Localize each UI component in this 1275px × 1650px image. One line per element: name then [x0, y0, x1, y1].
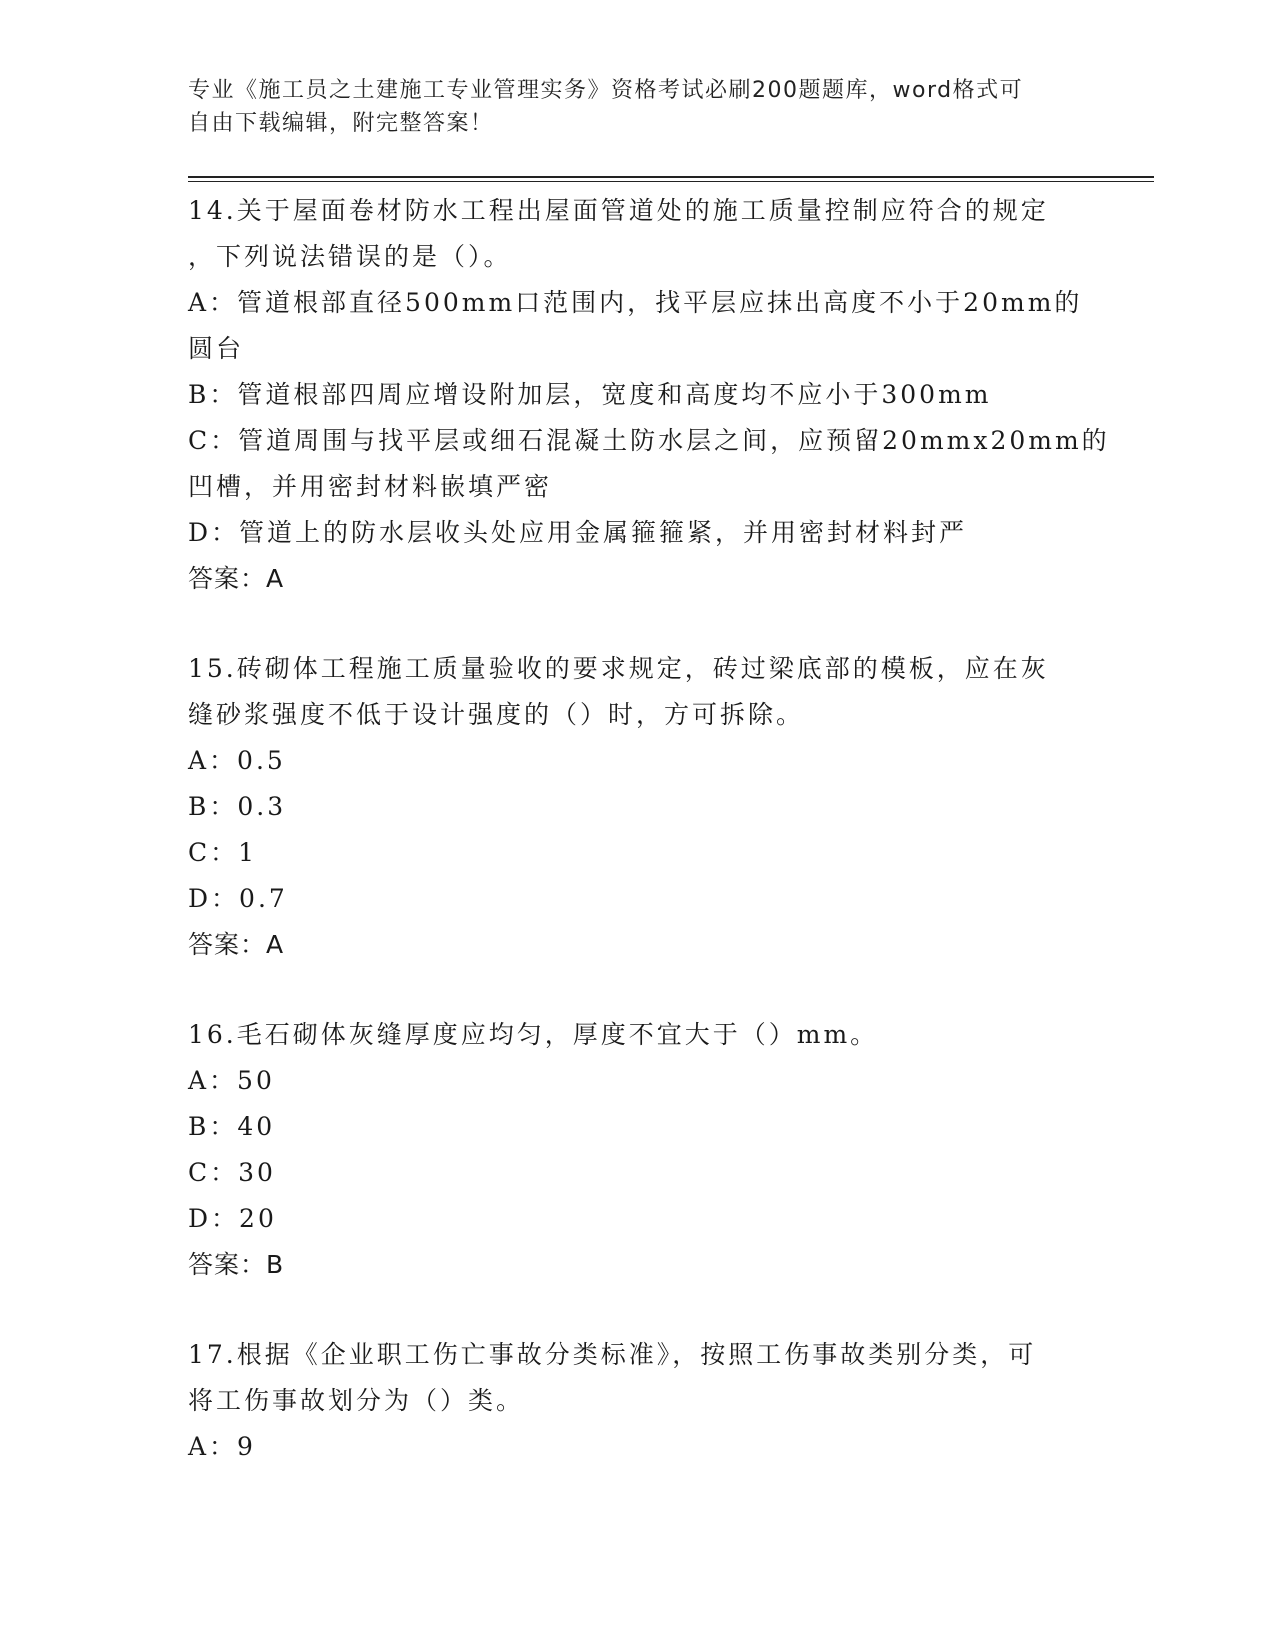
question-stem: 16.毛石砌体灰缝厚度应均匀，厚度不宜大于（）mm。	[188, 1020, 879, 1049]
question-list	[188, 188, 1110, 1514]
option-b: B：40	[188, 1112, 276, 1141]
header-divider-thick	[188, 176, 1154, 178]
question-stem-cont: 将工伤事故划分为（）类。	[188, 1386, 525, 1415]
header-line-1: 专业《施工员之土建施工专业管理实务》资格考试必刷200题题库，word格式可	[188, 78, 1024, 103]
option-c-cont: 凹槽，并用密封材料嵌填严密	[188, 472, 553, 501]
header-line-2: 自由下载编辑，附完整答案！	[188, 111, 494, 136]
question-stem-cont: ，下列说法错误的是（）。	[188, 242, 512, 271]
option-c: C：30	[188, 1158, 276, 1187]
question-stem-cont: 缝砂浆强度不低于设计强度的（）时，方可拆除。	[188, 700, 805, 729]
option-c: C：管道周围与找平层或细石混凝土防水层之间，应预留20mmx20mm的	[188, 426, 1110, 455]
question-14	[188, 188, 1110, 602]
option-b: B：管道根部四周应增设附加层，宽度和高度均不应小于300mm	[188, 380, 992, 409]
answer: 答案：A	[188, 930, 285, 959]
header-divider-thin	[188, 181, 1154, 182]
option-d: D：20	[188, 1204, 277, 1233]
option-c: C：1	[188, 838, 258, 867]
question-stem: 15.砖砌体工程施工质量验收的要求规定，砖过梁底部的模板，应在灰	[188, 654, 1049, 683]
question-17	[188, 1332, 1088, 1470]
option-a: A：0.5	[188, 746, 286, 775]
answer: 答案：B	[188, 1250, 285, 1279]
option-a-cont: 圆台	[188, 334, 245, 363]
question-stem: 14.关于屋面卷材防水工程出屋面管道处的施工质量控制应符合的规定	[188, 196, 1049, 225]
question-16	[188, 1012, 1088, 1288]
option-d: D：管道上的防水层收头处应用金属箍箍紧，并用密封材料封严	[188, 518, 968, 547]
document-header	[188, 74, 1088, 140]
option-a: A：9	[188, 1432, 256, 1461]
question-15	[188, 646, 1088, 968]
option-a: A：50	[188, 1066, 275, 1095]
option-d: D：0.7	[188, 884, 288, 913]
option-a: A：管道根部直径500mm口范围内，找平层应抹出高度不小于20mm的	[188, 288, 1083, 317]
question-stem: 17.根据《企业职工伤亡事故分类标准》，按照工伤事故类别分类，可	[188, 1340, 1037, 1369]
option-b: B：0.3	[188, 792, 287, 821]
answer: 答案：A	[188, 564, 285, 593]
